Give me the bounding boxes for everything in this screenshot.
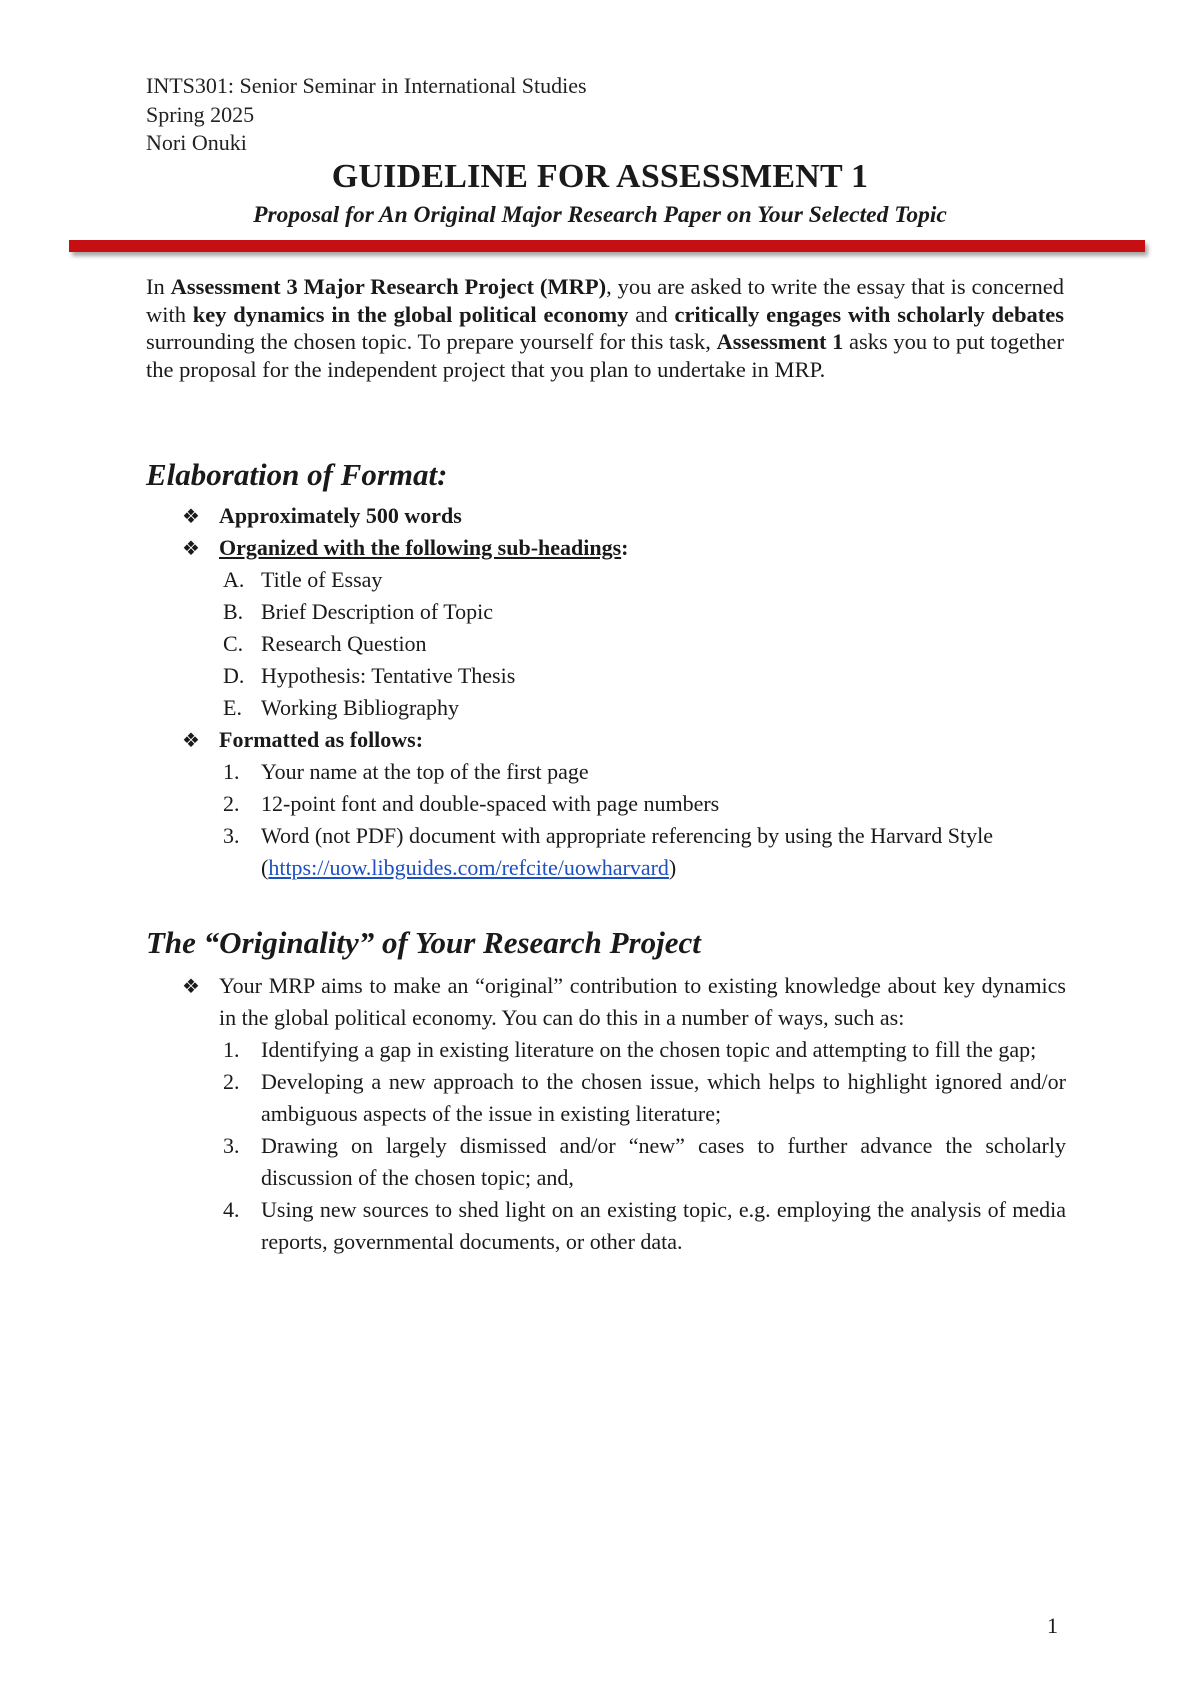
list-item-text: Word (not PDF) document with appropriate referencing by using the Harvard Style ( bbox=[261, 823, 993, 880]
list-item bbox=[146, 1130, 1066, 1194]
course-line: INTS301: Senior Seminar in International Studies bbox=[146, 73, 587, 98]
list-item bbox=[146, 1034, 1066, 1066]
list-marker: E. bbox=[223, 695, 242, 720]
list-item-text: Brief Description of Topic bbox=[261, 599, 494, 624]
format-item-label: Organized with the following sub-headings bbox=[219, 535, 622, 560]
format-item-suffix: : bbox=[621, 535, 629, 560]
list-item-text: 12-point font and double-spaced with page numbers bbox=[261, 791, 720, 816]
intro-bold: Assessment 3 Major Research Project (MRP) bbox=[170, 274, 607, 299]
list-marker: 4. bbox=[223, 1197, 240, 1222]
list-item-text: Identifying a gap in existing literature on the chosen topic and attempting to fill the gap; bbox=[261, 1037, 1037, 1062]
list-item bbox=[146, 788, 1066, 820]
list-item-text: Working Bibliography bbox=[261, 695, 460, 720]
list-marker: 1. bbox=[223, 1037, 240, 1062]
intro-paragraph bbox=[146, 273, 1064, 383]
list-item bbox=[146, 692, 1066, 724]
intro-text: , you are asked to write the essay that is concerned with bbox=[146, 274, 1064, 327]
harvard-style-link[interactable]: https://uow.libguides.com/refcite/uowharvard bbox=[268, 855, 669, 880]
list-marker: D. bbox=[223, 663, 245, 688]
format-list bbox=[146, 500, 1066, 884]
list-item-text: Title of Essay bbox=[261, 567, 383, 592]
list-item-text: Developing a new approach to the chosen issue, which helps to highlight ignored and/or ambiguous aspects of the issue in existing literature; bbox=[261, 1069, 1066, 1126]
instructor-line: Nori Onuki bbox=[146, 130, 247, 155]
format-heading: Elaboration of Format: bbox=[146, 457, 448, 492]
list-marker: 2. bbox=[223, 1069, 240, 1094]
diamond-bullet-icon: ❖ bbox=[182, 728, 200, 752]
formatting-list bbox=[146, 756, 1066, 884]
document-title: GUIDELINE FOR ASSESSMENT 1 bbox=[331, 158, 869, 195]
originality-list bbox=[146, 970, 1066, 1258]
originality-lead-item bbox=[146, 970, 1066, 1034]
list-item-text: Using new sources to shed light on an existing topic, e.g. employing the analysis of media reports, governmental documents, or other data. bbox=[261, 1197, 1066, 1254]
list-item-text: Drawing on largely dismissed and/or “new” cases to further advance the scholarly discussion of the chosen topic; and, bbox=[261, 1133, 1066, 1190]
list-marker: 1. bbox=[223, 759, 240, 784]
diamond-bullet-icon: ❖ bbox=[182, 974, 200, 998]
list-item bbox=[146, 820, 1066, 884]
originality-heading: The “Originality” of Your Research Project bbox=[146, 925, 701, 960]
list-item bbox=[146, 1066, 1066, 1130]
list-item bbox=[146, 756, 1066, 788]
intro-bold: critically engages with scholarly debates bbox=[674, 301, 1064, 327]
intro-text: and bbox=[628, 301, 675, 327]
list-item-text: Hypothesis: Tentative Thesis bbox=[261, 663, 516, 688]
document-subtitle: Proposal for An Original Major Research Paper on Your Selected Topic bbox=[253, 202, 947, 228]
format-item-label: Formatted as follows: bbox=[219, 727, 424, 752]
intro-bold: key dynamics in the global political economy bbox=[192, 301, 629, 327]
list-item bbox=[146, 660, 1066, 692]
list-item-text-end: ) bbox=[668, 855, 677, 880]
page-number: 1 bbox=[1047, 1613, 1058, 1638]
intro-text: In bbox=[146, 274, 171, 299]
diamond-bullet-icon: ❖ bbox=[182, 504, 200, 528]
list-marker: 3. bbox=[223, 823, 240, 848]
diamond-bullet-icon: ❖ bbox=[182, 536, 200, 560]
list-item bbox=[146, 596, 1066, 628]
intro-bold: Assessment 1 bbox=[716, 329, 844, 354]
list-marker: 3. bbox=[223, 1133, 240, 1158]
document-header bbox=[146, 72, 587, 158]
list-item bbox=[146, 628, 1066, 660]
title-rule-bar bbox=[69, 240, 1145, 252]
list-item-text: Research Question bbox=[261, 631, 427, 656]
format-item-formatting bbox=[146, 724, 1066, 756]
intro-text: asks you to put together the proposal for the independent project that you plan to undertake in MRP. bbox=[146, 329, 1064, 382]
intro-text: surrounding the chosen topic. To prepare yourself for this task, bbox=[146, 329, 717, 354]
originality-lead-text: Your MRP aims to make an “original” contribution to existing knowledge about key dynamics in the global political economy. You can do this in a number of ways, such as: bbox=[219, 973, 1066, 1030]
term-line: Spring 2025 bbox=[146, 101, 255, 127]
list-marker: A. bbox=[223, 567, 245, 592]
format-item-label: Approximately 500 words bbox=[219, 503, 462, 528]
list-item-text: Your name at the top of the first page bbox=[261, 759, 589, 784]
list-item bbox=[146, 1194, 1066, 1258]
list-marker: 2. bbox=[223, 791, 240, 816]
format-item-word-count bbox=[146, 500, 1066, 532]
subheadings-list bbox=[146, 564, 1066, 724]
format-item-subheadings bbox=[146, 532, 1066, 564]
list-marker: C. bbox=[223, 631, 244, 656]
list-item bbox=[146, 564, 1066, 596]
list-marker: B. bbox=[223, 599, 244, 624]
